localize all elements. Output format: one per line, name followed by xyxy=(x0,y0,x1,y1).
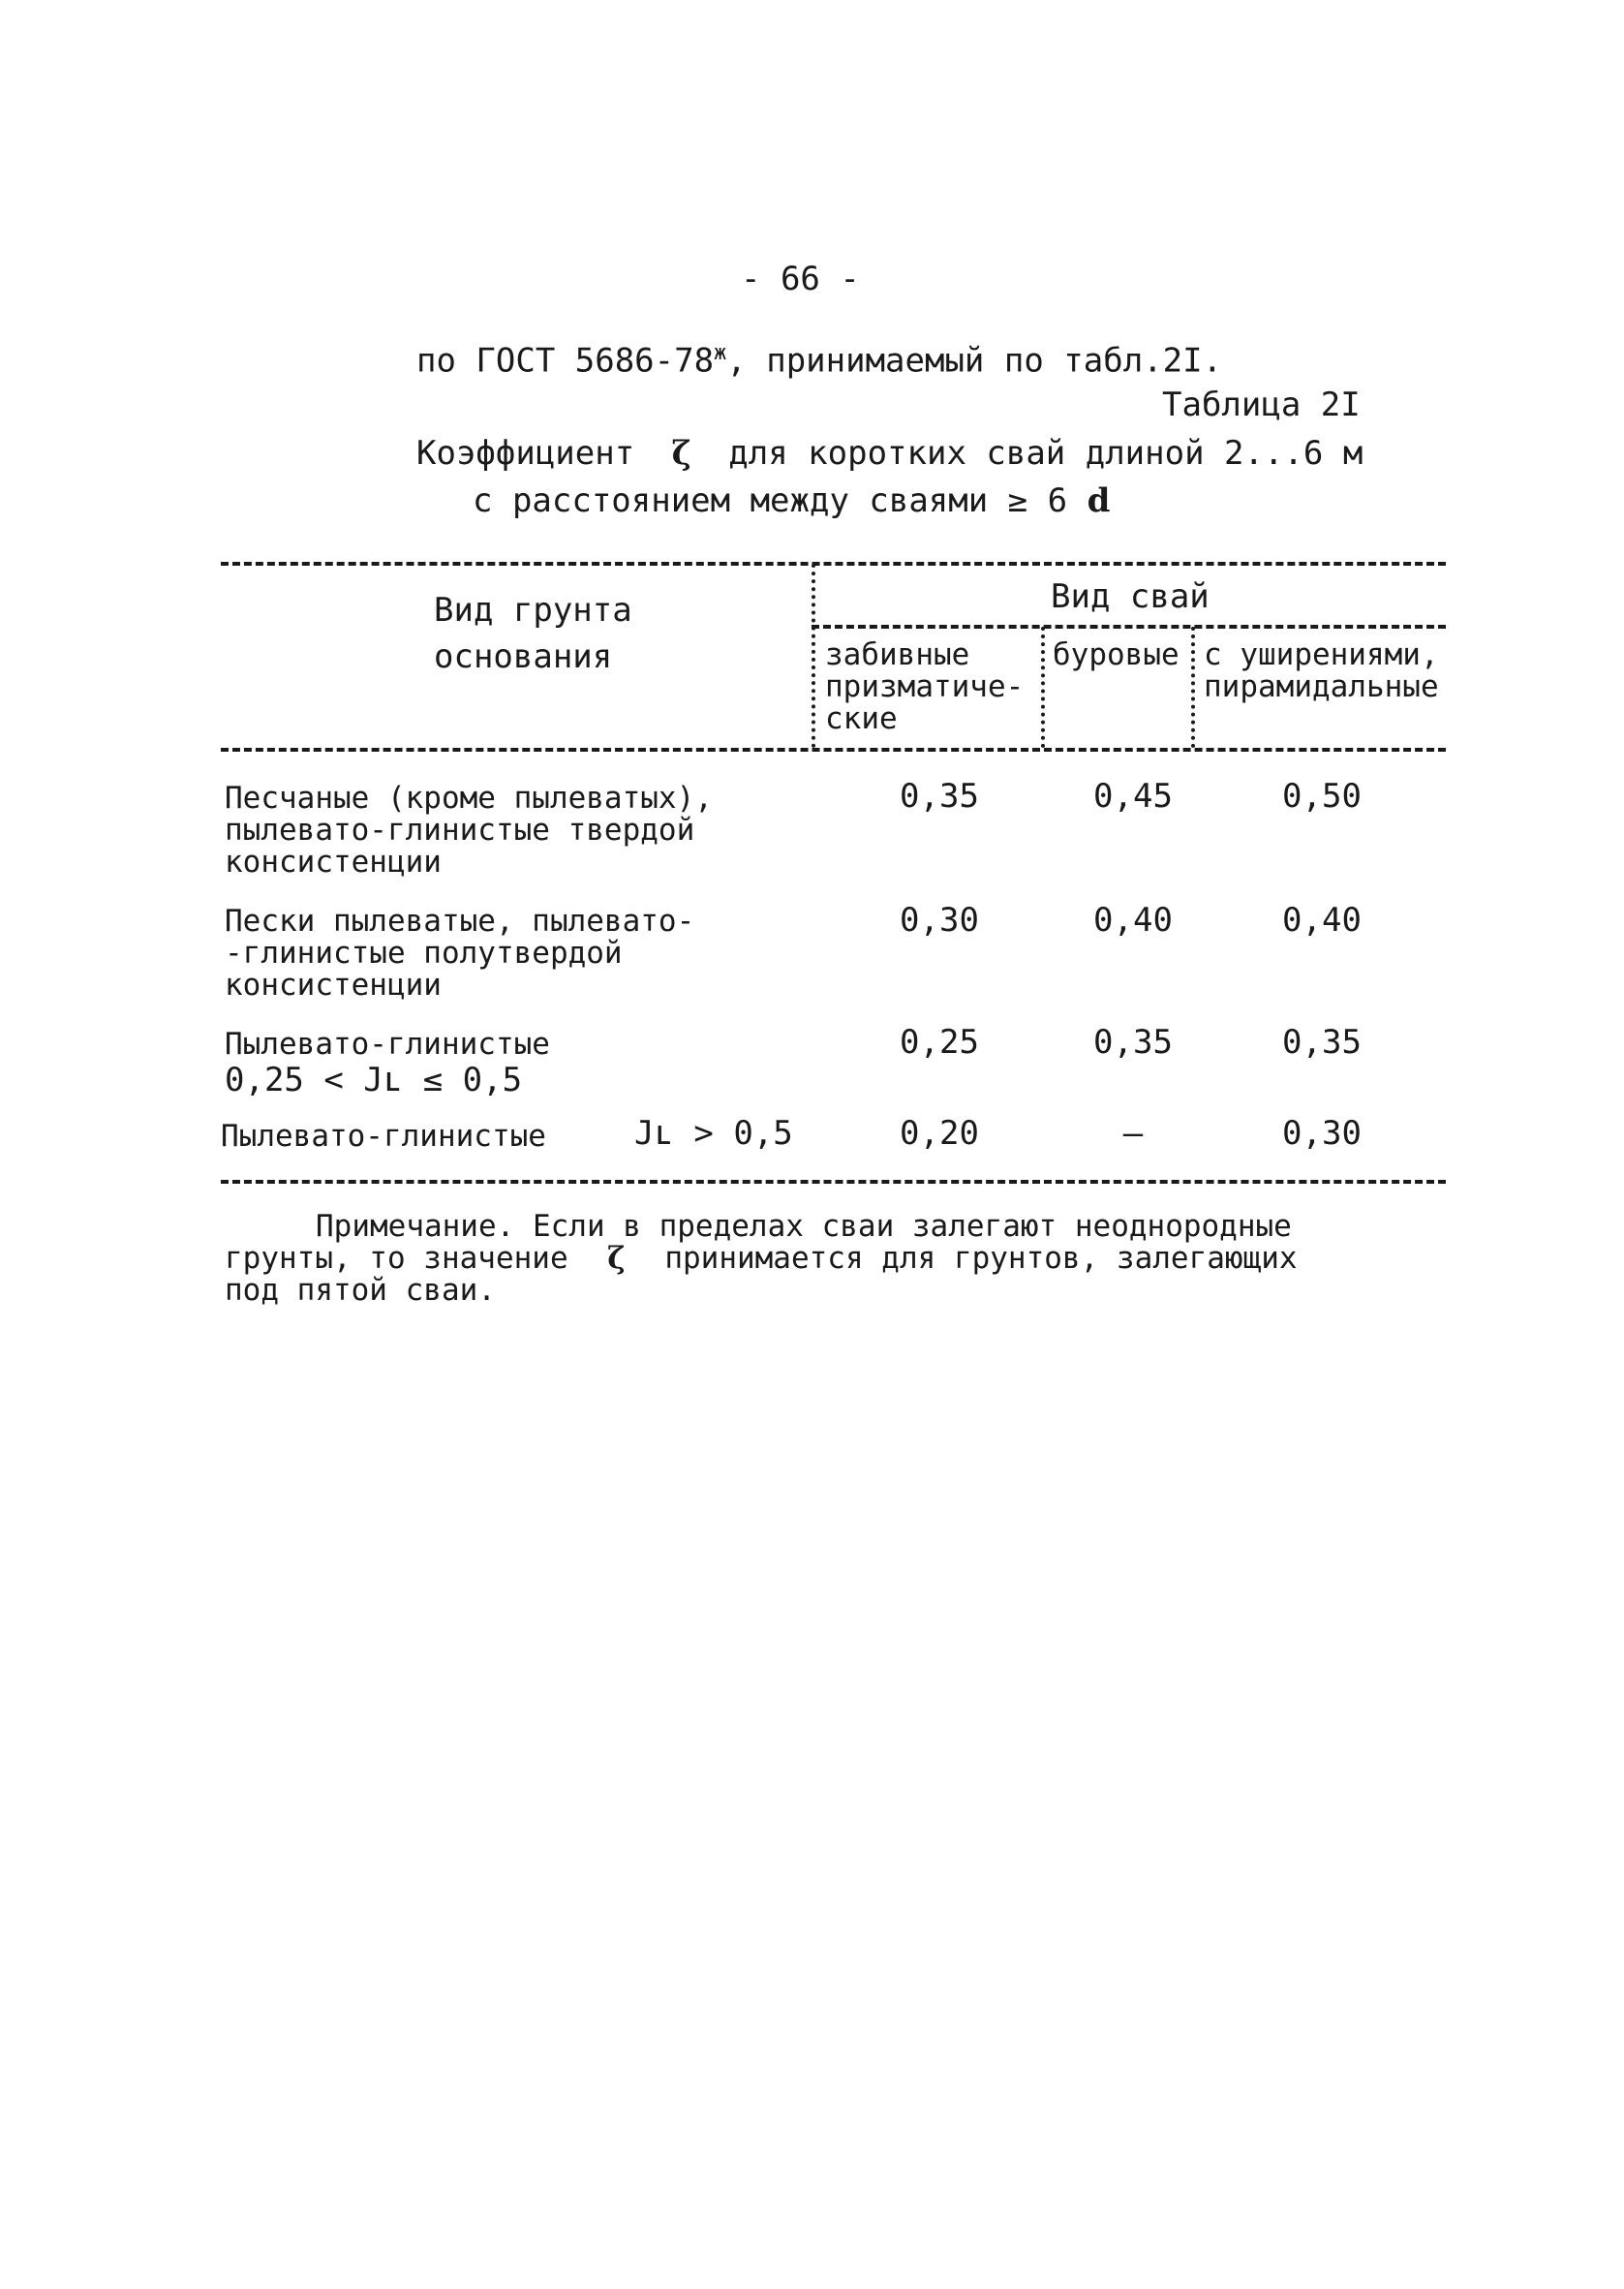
table-row-3-driven: 0,25 xyxy=(900,1023,979,1062)
soil-line: Песчаные (кроме пылеватых), xyxy=(225,781,713,816)
header-col-belled xyxy=(1204,639,1439,703)
table-row-1-belled: 0,50 xyxy=(1282,777,1362,816)
intro-line xyxy=(416,334,1222,380)
zeta-symbol: ζ xyxy=(671,434,691,473)
header-col-driven xyxy=(825,639,1024,735)
header-mid-rule xyxy=(812,625,1446,629)
soil-line: консистенции xyxy=(225,968,442,1003)
intro-text: по ГОСТ 5686-78 xyxy=(416,341,715,381)
intro-superscript: ж xyxy=(714,341,727,365)
table-caption-line1 xyxy=(416,434,1363,473)
table-row-2-belled: 0,40 xyxy=(1282,901,1362,940)
header-soil-line1: Вид грунта xyxy=(434,591,632,630)
header-soil-line2: основания xyxy=(434,637,613,676)
table-row-1-bored: 0,45 xyxy=(1093,777,1173,816)
table-row-4-driven: 0,20 xyxy=(900,1114,979,1153)
header-col-bored xyxy=(1053,639,1180,671)
table-row-3-soil xyxy=(225,1029,550,1099)
note-text-end: принимается для грунтов, залегающих xyxy=(664,1241,1298,1276)
table-row-1-driven: 0,35 xyxy=(900,777,979,816)
column-separator-3 xyxy=(1191,627,1195,748)
table-top-rule xyxy=(221,562,1446,566)
header-bottom-rule xyxy=(221,748,1446,752)
column-separator-2 xyxy=(1041,627,1045,748)
header-col-bored-line: буровые xyxy=(1053,637,1180,672)
soil-line: Пылевато-глинистые xyxy=(225,1027,550,1062)
note-line-3: под пятой сваи. xyxy=(225,1273,496,1308)
table-row-2-driven: 0,30 xyxy=(900,901,979,940)
soil-line: консистенции xyxy=(225,845,442,880)
note-line-1: Примечание. Если в пределах сваи залегают неоднородные xyxy=(316,1209,1292,1244)
table-caption-line2 xyxy=(473,481,1110,520)
header-col-driven-line: ские xyxy=(825,701,898,736)
table-row-4-soil: Пылевато-глинистые xyxy=(221,1119,546,1154)
header-col-belled-line: пирамидальные xyxy=(1204,669,1439,704)
header-col-belled-line: с уширениями, xyxy=(1204,637,1439,672)
soil-line: -глинистые полутвердой xyxy=(225,936,623,971)
table-row-3-bored: 0,35 xyxy=(1093,1023,1173,1062)
table-bottom-rule xyxy=(221,1180,1446,1184)
table-row-3-belled: 0,35 xyxy=(1282,1023,1362,1062)
soil-line: Пески пылеватые, пылевато- xyxy=(225,904,695,939)
soil-line: пылевато-глинистые твердой xyxy=(225,813,695,848)
table-row-1-soil xyxy=(225,783,713,879)
note-line-2 xyxy=(225,1243,1298,1275)
d-symbol: d xyxy=(1087,481,1111,520)
header-col-driven-line: забивные xyxy=(825,637,970,672)
zeta-symbol: ζ xyxy=(607,1241,626,1276)
soil-line: 0,25 < Jʟ ≤ 0,5 xyxy=(225,1061,523,1099)
caption-rest: для коротких свай длиной 2...6 м xyxy=(728,434,1364,473)
column-separator-1 xyxy=(812,564,815,748)
page-number: - 66 - xyxy=(741,260,860,298)
header-col-driven-line: призматиче- xyxy=(825,669,1025,704)
table-row-4-condition: Jʟ > 0,5 xyxy=(634,1114,793,1153)
table-label: Таблица 2I xyxy=(1162,386,1361,424)
note-text: грунты, то значение xyxy=(225,1241,568,1276)
table-row-4-belled: 0,30 xyxy=(1282,1114,1362,1153)
intro-text-end: , принимаемый по табл.2I. xyxy=(726,341,1223,381)
header-pile-type: Вид свай xyxy=(1051,577,1210,616)
table-row-2-soil xyxy=(225,906,694,1002)
caption-line2-text: с расстоянием между сваями ≥ 6 xyxy=(473,481,1068,520)
table-row-2-bored: 0,40 xyxy=(1093,901,1173,940)
caption-word: Коэффициент xyxy=(416,434,635,473)
table-row-4-bored: – xyxy=(1122,1114,1144,1153)
